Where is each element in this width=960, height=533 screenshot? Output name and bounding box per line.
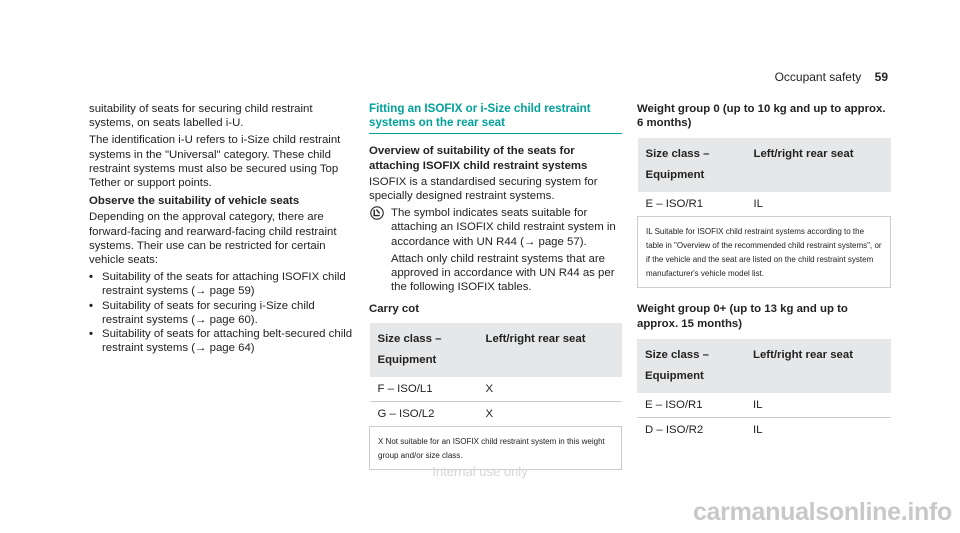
suitability-body: Depending on the approval category, there are forward-facing and rearward-facing child restraint systems. Their use can be restricted for certain vehicle seats: <box>89 211 337 267</box>
table-cell: IL <box>746 192 891 217</box>
arrow-icon: → <box>195 313 207 326</box>
arrow-icon: → <box>523 235 536 248</box>
carry-cot-table <box>369 323 622 470</box>
bullet-item <box>89 299 354 327</box>
table-row <box>638 192 891 217</box>
table-cell: IL <box>753 423 763 436</box>
suitability-subheading: Observe the suitability of vehicle seats <box>89 195 300 208</box>
page-reference-link[interactable] <box>524 236 580 248</box>
table-cell: IL <box>745 393 891 418</box>
table-header-row <box>370 323 622 377</box>
internal-use-watermark: Internal use only <box>432 464 528 479</box>
table-footnote-row <box>370 426 622 469</box>
table-header-size-class: Size class – Equipment <box>637 339 745 393</box>
bullet-dot: • <box>89 328 93 341</box>
page-reference-link[interactable] <box>195 342 251 354</box>
identification-text: The identification i-U refers to i-Size child restraint systems in the "Universal" category. These child restraint systems must also be secured using Top Tether or support points. <box>89 134 341 190</box>
bullet-dot: • <box>89 299 93 312</box>
page-reference-link[interactable] <box>195 314 251 326</box>
bullet-item <box>89 327 354 355</box>
bullet-text: Suitability of seats for securing i-Size child restraint systems ( <box>102 299 315 326</box>
table-header-seat: Left/right rear seat <box>478 323 622 377</box>
column-left <box>89 102 354 355</box>
column-middle <box>369 102 622 470</box>
page-reference: page 64 <box>209 342 251 355</box>
table-row <box>637 393 891 418</box>
page-reference-link[interactable] <box>195 285 251 297</box>
weight-group-0plus-table <box>637 339 891 442</box>
isofix-note <box>369 206 622 294</box>
bullet-text: Suitability of seats for attaching belt-secured child restraint systems ( <box>102 328 353 355</box>
section-heading: Fitting an ISOFIX or i-Size child restraint systems on the rear seat <box>369 102 591 130</box>
note-symbol-text: The symbol indicates seats suitable for attaching an ISOFIX child restraint system in accordance with UN R44 ( <box>391 207 616 248</box>
table-header-size-class: Size class – Equipment <box>370 323 478 377</box>
site-watermark: carmanualsonline.info <box>692 498 952 526</box>
bullet-tail: ) <box>250 285 255 298</box>
table-cell: X <box>478 377 622 402</box>
note-text <box>391 206 622 249</box>
table-header-seat: Left/right rear seat <box>746 138 891 192</box>
page-reference: page 60 <box>209 313 251 326</box>
page-reference: page 57 <box>538 235 580 248</box>
table-cell: D – ISO/R2 <box>645 423 704 436</box>
arrow-icon: → <box>195 285 207 298</box>
running-header <box>775 70 888 84</box>
intro-text: suitability of seats for securing child restraint systems, on seats labelled i-U. <box>89 103 313 130</box>
table-cell: E – ISO/R1 <box>638 192 746 217</box>
table-row <box>370 377 622 402</box>
bullet-item <box>89 270 354 298</box>
table-row <box>370 401 622 426</box>
table-header-size-class: Size class – Equipment <box>638 138 746 192</box>
page-reference: page 59 <box>209 285 251 298</box>
table-header-row <box>638 138 891 192</box>
bullet-tail: ). <box>250 313 258 326</box>
table-cell: F – ISO/L1 <box>370 377 478 402</box>
section-title: Occupant safety <box>774 70 862 84</box>
isofix-symbol-icon <box>370 206 384 220</box>
table-cell: E – ISO/R1 <box>637 393 745 418</box>
page-number: 59 <box>874 70 888 84</box>
note-approval-text: Attach only child restraint systems that are approved in accordance with UN R44 as per the following ISOFIX tables. <box>391 252 615 294</box>
table-footnote: IL Suitable for ISOFIX child restraint systems according to the table in "Overview of the recommended child restraint systems", or if the vehicle and the seat are listed on the child restraint system manufacturer's vehicle model list. <box>638 217 891 288</box>
isofix-body: ISOFIX is a standardised securing system for specially designed restraint systems. <box>369 175 598 203</box>
table-row <box>637 417 891 442</box>
table-cell: G – ISO/L2 <box>370 401 478 426</box>
table-footnote-row <box>638 217 891 288</box>
bullet-text: Suitability of the seats for attaching ISOFIX child restraint systems ( <box>102 271 346 298</box>
heading-rule <box>369 133 622 134</box>
note-tail: ). <box>579 235 587 248</box>
bullet-dot: • <box>89 271 93 284</box>
weight-group-0plus-heading: Weight group 0+ (up to 13 kg and up to approx. 15 months) <box>637 303 848 330</box>
column-right <box>637 102 891 442</box>
table-header-row <box>637 339 891 393</box>
table-cell: X <box>478 401 622 426</box>
weight-group-0-heading: Weight group 0 (up to 10 kg and up to approx. 6 months) <box>637 103 886 130</box>
carry-cot-label: Carry cot <box>369 303 420 316</box>
weight-group-0-table <box>637 138 891 288</box>
bullet-tail: ) <box>250 342 255 355</box>
table-footnote: X Not suitable for an ISOFIX child restraint system in this weight group and/or size class. <box>370 426 622 469</box>
overview-subheading: Overview of suitability of the seats for attaching ISOFIX child restraint systems <box>369 145 588 172</box>
table-header-seat: Left/right rear seat <box>745 339 891 393</box>
arrow-icon: → <box>195 342 207 355</box>
